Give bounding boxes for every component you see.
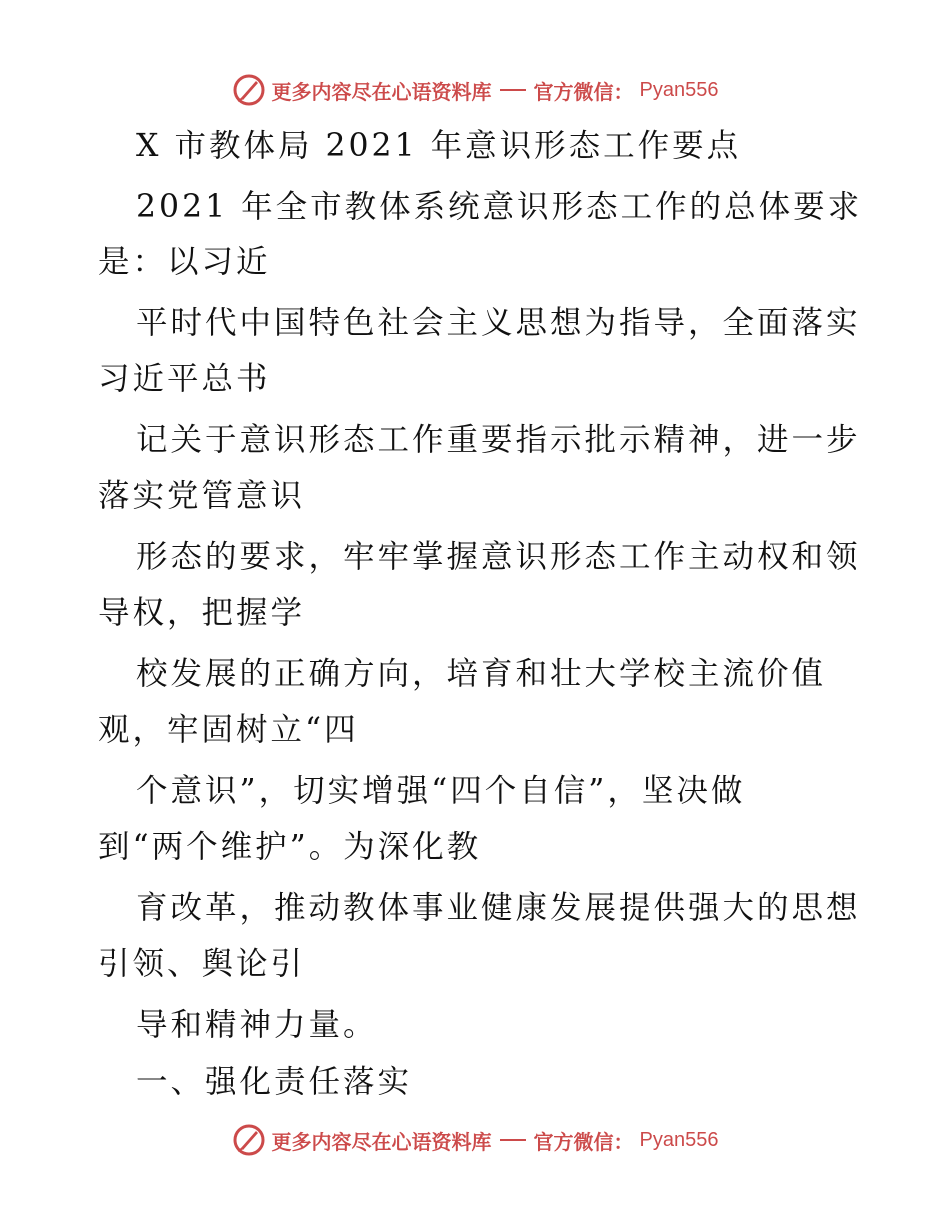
document-line: 引领、舆论引 [98,946,306,982]
document-line: 平时代中国特色社会主义思想为指导，全面落实 [136,305,861,341]
section-heading: 一、强化责任落实 [136,1064,413,1100]
document-line: 2021 年全市教体系统意识形态工作的总体要求 [136,189,863,225]
document-line: 习近平总书 [98,361,271,397]
watermark-wechat-id: Pyan556 [639,1128,719,1151]
quill-logo-icon [232,73,266,107]
document-line: 育改革，推动教体事业健康发展提供强大的思想 [136,890,861,926]
watermark-wechat-id: Pyan556 [639,78,719,101]
watermark-dash [500,89,526,91]
document-line: 导和精神力量。 [136,1007,378,1043]
footer-watermark [0,1120,950,1160]
document-line: 形态的要求，牢牢掌握意识形态工作主动权和领 [136,539,861,575]
watermark-official-label: 官方微信： [533,79,634,104]
document-title: X 市教体局 2021 年意识形态工作要点 [136,128,742,164]
document-line: 是：以习近 [98,244,271,280]
watermark-brand-text: 更多内容尽在心语资料库 [271,1129,492,1154]
watermark-brand-text: 更多内容尽在心语资料库 [271,79,492,104]
document-line: 落实党管意识 [98,478,306,514]
document-line: 到“两个维护”。为深化教 [98,829,482,865]
header-watermark [0,70,950,110]
watermark-official-label: 官方微信： [533,1129,634,1154]
watermark-dash [500,1139,526,1141]
document-line: 导权，把握学 [98,595,306,631]
quill-logo-icon [232,1123,266,1157]
document-line: 观，牢固树立“四 [98,712,359,748]
document-line: 校发展的正确方向，培育和壮大学校主流价值 [136,656,827,692]
document-line: 个意识”，切实增强“四个自信”，坚决做 [136,773,746,809]
document-line: 记关于意识形态工作重要指示批示精神，进一步 [136,422,861,458]
